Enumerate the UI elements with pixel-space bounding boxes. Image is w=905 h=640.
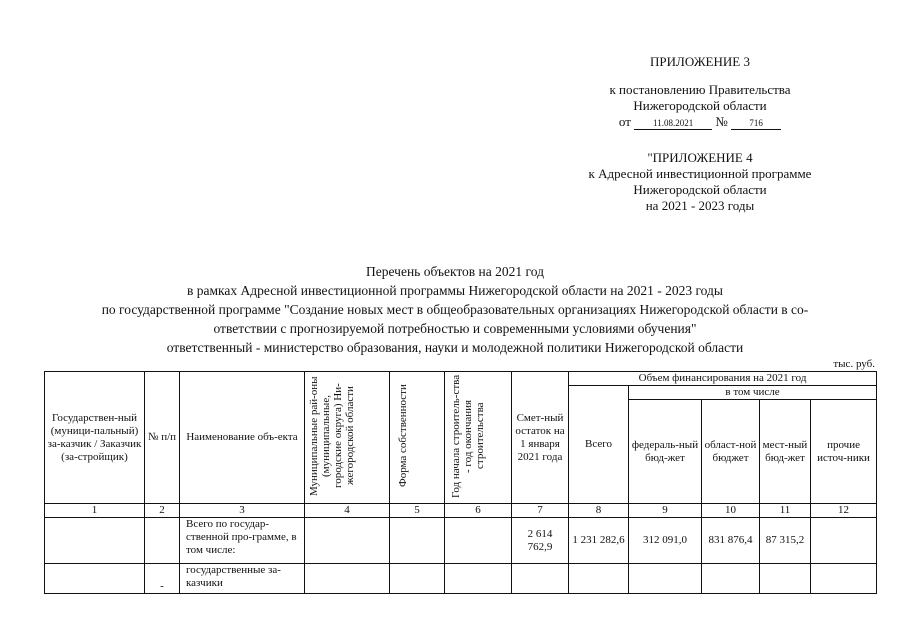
cell-years bbox=[445, 564, 512, 594]
cell-local: 87 315,2 bbox=[760, 518, 811, 564]
from-label: от bbox=[618, 114, 631, 129]
column-number: 12 bbox=[811, 504, 877, 518]
cell-ownership bbox=[390, 518, 445, 564]
header-local: мест-ный бюд-жет bbox=[760, 400, 811, 504]
title-line-3: по государственной программе "Создание новых мест в общеобразовательных организациях Нижегородской области в со- bbox=[101, 302, 809, 317]
header-other: прочие источ-ники bbox=[811, 400, 877, 504]
column-number: 7 bbox=[512, 504, 569, 518]
column-number: 8 bbox=[569, 504, 629, 518]
header-district-text: Муниципальные рай-оны (муниципальные, городские округа) Ни-жегородской области bbox=[308, 375, 356, 496]
header-including: в том числе bbox=[629, 386, 877, 400]
appendix-4-title: "ПРИЛОЖЕНИЕ 4 bbox=[647, 150, 753, 165]
header-years-text: Год начала строитель-ства - год окончания строительства bbox=[450, 373, 486, 498]
column-number: 4 bbox=[305, 504, 390, 518]
column-number-row bbox=[45, 504, 877, 518]
cell-name: Всего по государ-ственной про-грамме, в том числе: bbox=[180, 518, 305, 564]
header-balance: Смет-ный остаток на 1 января 2021 года bbox=[512, 372, 569, 504]
decree-number: 716 bbox=[731, 118, 781, 130]
appendix-4-line2: Нижегородской области bbox=[633, 182, 767, 197]
cell-other bbox=[811, 518, 877, 564]
table-row bbox=[45, 518, 877, 564]
appendix-3-line2: Нижегородской области bbox=[633, 98, 767, 113]
cell-federal bbox=[629, 564, 702, 594]
cell-other bbox=[811, 564, 877, 594]
title-line-5: ответственный - министерство образования, науки и молодежной политики Нижегородской области bbox=[166, 340, 744, 355]
cell-customer bbox=[45, 518, 145, 564]
cell-district bbox=[305, 564, 390, 594]
title-line-2: в рамках Адресной инвестиционной программы Нижегородской области на 2021 - 2023 годы bbox=[187, 283, 723, 298]
header-regional: област-ной бюджет bbox=[702, 400, 760, 504]
appendix-3-date-line bbox=[560, 114, 840, 130]
cell-num: - bbox=[145, 564, 180, 594]
header-name: Наименование объ-екта bbox=[180, 372, 305, 504]
cell-years bbox=[445, 518, 512, 564]
cell-regional bbox=[702, 564, 760, 594]
header-federal: федераль-ный бюд-жет bbox=[629, 400, 702, 504]
appendix-3-block bbox=[560, 54, 840, 130]
column-number: 5 bbox=[390, 504, 445, 518]
cell-regional: 831 876,4 bbox=[702, 518, 760, 564]
financing-table bbox=[44, 371, 877, 594]
column-number: 11 bbox=[760, 504, 811, 518]
header-financing: Объем финансирования на 2021 год bbox=[569, 372, 877, 386]
header-num: № п/п bbox=[145, 372, 180, 504]
header-ownership-text: Форма собственности bbox=[397, 384, 409, 487]
header-total: Всего bbox=[569, 386, 629, 504]
cell-local bbox=[760, 564, 811, 594]
appendix-3-line1: к постановлению Правительства bbox=[609, 82, 791, 97]
cell-customer bbox=[45, 564, 145, 594]
appendix-3-title: ПРИЛОЖЕНИЕ 3 bbox=[650, 54, 750, 69]
column-number: 3 bbox=[180, 504, 305, 518]
title-line-1: Перечень объектов на 2021 год bbox=[366, 264, 544, 279]
table-row bbox=[45, 564, 877, 594]
cell-num bbox=[145, 518, 180, 564]
decree-date: 11.08.2021 bbox=[634, 118, 712, 130]
title-line-4: ответствии с прогнозируемой потребностью и современными условиями обучения" bbox=[213, 321, 697, 336]
cell-total: 1 231 282,6 bbox=[569, 518, 629, 564]
cell-district bbox=[305, 518, 390, 564]
appendix-4-line3: на 2021 - 2023 годы bbox=[645, 198, 755, 213]
column-number: 1 bbox=[45, 504, 145, 518]
appendix-4-block bbox=[545, 150, 855, 214]
cell-name: государственные за-казчики bbox=[180, 564, 305, 594]
header-ownership bbox=[390, 372, 445, 504]
cell-balance bbox=[512, 564, 569, 594]
cell-total bbox=[569, 564, 629, 594]
column-number: 6 bbox=[445, 504, 512, 518]
cell-federal: 312 091,0 bbox=[629, 518, 702, 564]
header-district bbox=[305, 372, 390, 504]
cell-balance: 2 614 762,9 bbox=[512, 518, 569, 564]
column-number: 10 bbox=[702, 504, 760, 518]
unit-label: тыс. руб. bbox=[833, 358, 875, 370]
document-title bbox=[40, 262, 870, 357]
appendix-4-line1: к Адресной инвестиционной программе bbox=[588, 166, 812, 181]
number-label: № bbox=[715, 114, 728, 129]
header-customer: Государствен-ный (муници-пальный) за-казчик / Заказчик (за-стройщик) bbox=[45, 372, 145, 504]
column-number: 9 bbox=[629, 504, 702, 518]
header-years bbox=[445, 372, 512, 504]
column-number: 2 bbox=[145, 504, 180, 518]
cell-ownership bbox=[390, 564, 445, 594]
